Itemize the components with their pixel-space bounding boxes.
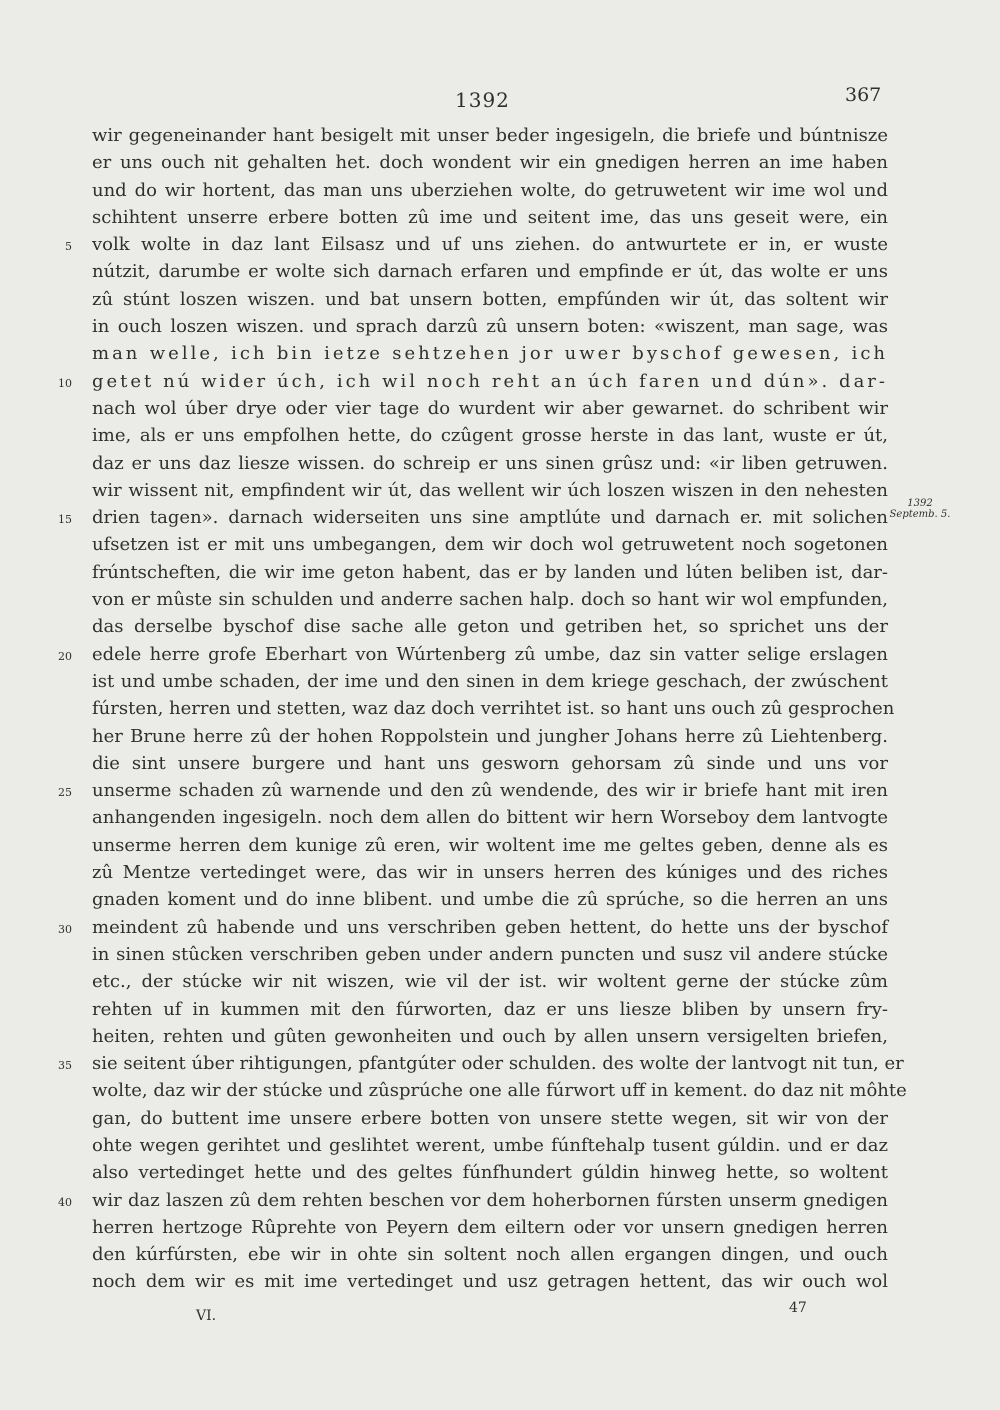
text-line: wir gegeneinander hant besigelt mit unser beder ingesigeln, die briefe und búntnisze	[92, 125, 888, 146]
text-line: noch dem wir es mit ime vertedinget und usz getragen hettent, das wir ouch wol	[92, 1271, 888, 1293]
text-line: anhangenden ingesigeln. noch dem allen do bittent wir hern Worseboy dem lantvogte	[92, 807, 888, 829]
text-line: unserme schaden zû warnende und den zû wendende, des wir ir briefe hant mit iren	[92, 780, 888, 802]
text-line: ime, als er uns empfolhen hette, do czûgent grosse herste in das lant, wuste er út,	[92, 425, 888, 447]
text-line: in sinen stûcken verschriben geben under andern puncten und susz vil andere stúcke	[92, 943, 888, 965]
running-header-year: 1392	[455, 88, 510, 112]
text-line: fúrsten, herren und stetten, waz daz doch verrihtet ist. so hant uns ouch zû gesprochen	[92, 698, 895, 720]
line-number: 30	[58, 922, 72, 936]
text-line: daz er uns daz liesze wissen. do schreip er uns sinen grûsz und: «ir liben getruwen.	[92, 452, 888, 474]
text-line: wir wissent nit, empfindent wir út, das wellent wir úch loszen wiszen in den nehesten	[92, 479, 888, 501]
text-line: meindent zû habende und uns verschriben geben hettent, do hette uns der byschof	[92, 916, 888, 938]
text-line: rehten uf in kummen mit den fúrworten, daz er uns liesze bliben by unsern fry-	[92, 998, 888, 1020]
text-line: also vertedinget hette und des geltes fúnfhundert gúldin hinweg hette, so woltent	[92, 1162, 888, 1184]
text-line: ist und umbe schaden, der ime und den sinen in dem kriege geschach, der zwúschent	[92, 670, 888, 692]
text-line: volk wolte in daz lant Eilsasz und uf uns ziehen. do antwurtete er in, er wuste	[92, 234, 888, 256]
line-number: 10	[58, 376, 72, 390]
text-line: herren hertzoge Rûprehte von Peyern dem eiltern oder vor unsern gnedigen herren	[92, 1216, 888, 1238]
text-line: zû Mentze vertedinget were, das wir in unsers herren des kúniges und des riches	[92, 862, 888, 884]
text-line: unserme herren dem kunige zû eren, wir woltent ime me geltes geben, denne als es	[92, 834, 888, 856]
text-line: drien tagen». darnach widerseiten uns sine amptlúte und darnach er. mit solichen	[92, 507, 888, 529]
text-line: die sint unsere burgere und hant uns gesworn gehorsam zû sinde und uns vor	[92, 752, 888, 774]
text-line: sie seitent úber rihtigungen, pfantgúter oder schulden. des wolte der lantvogt nit tun, er	[92, 1053, 904, 1075]
line-number: 20	[58, 649, 72, 663]
margin-note-date: Septemb. 5.	[889, 509, 951, 521]
text-line: nútzit, darumbe er wolte sich darnach erfaren und empfinde er út, das wolte er uns	[92, 261, 888, 283]
text-line: zû stúnt loszen wiszen. und bat unsern botten, empfúnden wir út, das soltent wir	[92, 288, 888, 310]
text-line: von er mûste sin schulden und anderre sachen halp. doch so hant wir wol empfunden,	[92, 589, 888, 611]
text-line: her Brune herre zû der hohen Roppolstein und jungher Johans herre zû Liehtenberg.	[92, 725, 888, 747]
text-line: etc., der stúcke wir nit wiszen, wie vil der ist. wir woltent gerne der stúcke zûm	[92, 971, 888, 993]
text-line: das derselbe byschof dise sache alle geton und getriben het, so sprichet uns der	[92, 616, 888, 638]
text-line: gan, do buttent ime unsere erbere botten von unsere stette wegen, sit wir von der	[92, 1107, 888, 1129]
margin-note-year: 1392	[907, 498, 933, 510]
line-number: 15	[58, 513, 72, 527]
text-line: getet nú wider úch, ich wil noch reht an úch faren und dún». dar-	[92, 370, 888, 392]
line-number: 35	[58, 1059, 72, 1073]
text-line: in ouch loszen wiszen. und sprach darzû zû unsern boten: «wiszent, man sage, was	[92, 316, 888, 338]
text-line: edele herre grofe Eberhart von Wúrtenberg zû umbe, daz sin vatter selige erslagen	[92, 643, 888, 665]
text-line: und do wir hortent, das man uns uberziehen wolte, do getruwetent wir ime wol und	[92, 179, 888, 201]
line-number: 40	[58, 1195, 72, 1209]
line-number: 25	[58, 786, 72, 800]
sheet-signature: VI.	[196, 1308, 217, 1324]
text-line: man welle, ich bin ietze sehtzehen jor uwer byschof gewesen, ich	[92, 343, 888, 365]
text-line: wolte, daz wir der stúcke und zûsprúche one alle fúrwort uff in kement. do daz nit môhte	[92, 1080, 907, 1102]
text-line: den kúrfúrsten, ebe wir in ohte sin soltent noch allen ergangen dingen, und ouch	[92, 1244, 888, 1266]
text-line: gnaden koment und do inne blibent. und umbe die zû sprúche, so die herren an uns	[92, 889, 888, 911]
sheet-number: 47	[789, 1300, 807, 1316]
text-line: schihtent unserre erbere botten zû ime und seitent ime, das uns geseit were, ein	[92, 206, 888, 228]
text-line: ufsetzen ist er mit uns umbegangen, dem wir doch wol getruwetent noch sogetonen	[92, 534, 888, 556]
text-line: ohte wegen gerihtet und geslihtet werent, umbe fúnftehalp tusent gúldin. und er daz	[92, 1134, 888, 1156]
page-number: 367	[845, 84, 882, 106]
text-line: wir daz laszen zû dem rehten beschen vor dem hoherbornen fúrsten unserm gnedigen	[92, 1189, 888, 1211]
text-line: er uns ouch nit gehalten het. doch wondent wir ein gnedigen herren an ime haben	[92, 152, 888, 174]
margin-date-note	[876, 498, 964, 520]
line-number: 5	[65, 240, 72, 254]
body-text	[92, 122, 907, 1296]
text-line: frúntscheften, die wir ime geton habent, das er by landen und lúten beliben ist, dar-	[92, 561, 888, 583]
text-line: heiten, rehten und gûten gewonheiten und ouch by allen unsern versigelten briefen,	[92, 1025, 888, 1047]
text-line: nach wol úber drye oder vier tage do wurdent wir aber gewarnet. do schribent wir	[92, 397, 888, 419]
